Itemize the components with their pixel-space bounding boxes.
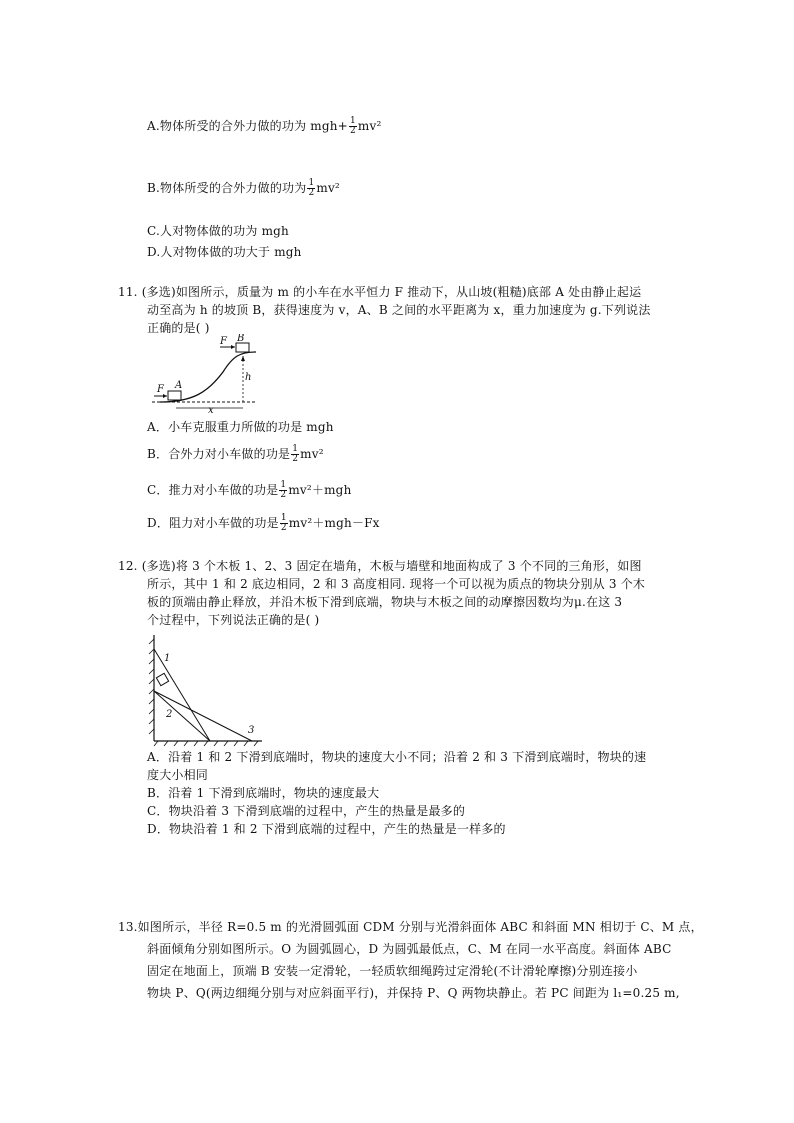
board-label-3: 3 — [248, 725, 255, 736]
fraction — [280, 514, 288, 533]
q11-slope-figure — [148, 334, 260, 414]
formula-mv2: mv² — [288, 516, 313, 530]
q12-option-d: D．物块沿着 1 和 2 下滑到底端的过程中，产生的热量是一样多的 — [147, 822, 506, 836]
board-label-1: 1 — [164, 653, 171, 664]
q10-option-a — [147, 117, 381, 136]
fraction — [307, 179, 315, 198]
q11-option-d — [147, 514, 380, 533]
fraction-denominator: 2 — [280, 523, 287, 533]
q12-stem-line-3: 板的顶端由静止释放，并沿木板下滑到底端，物块与木板之间的动摩擦因数均为μ.在这 3 — [147, 595, 623, 609]
fraction-denominator: 2 — [292, 454, 299, 464]
q11-stem-line-2: 动至高为 h 的坡顶 B，获得速度为 v，A、B 之间的水平距离为 x，重力加速度为 g.下列说法 — [147, 303, 651, 317]
q13-stem-line-1: 13.如图所示，半径 R=0.5 m 的光滑圆弧面 CDM 分别与光滑斜面体 ABC 和斜面 MN 相切于 C、M 点， — [118, 920, 703, 934]
q12-option-c: C．物块沿着 3 下滑到底端的过程中，产生的热量是最多的 — [147, 804, 466, 818]
q10-option-b — [147, 179, 340, 198]
q13-stem-line-4: 物块 P、Q(两边细绳分别与对应斜面平行)，并保持 P、Q 两物块静止。若 PC 间距为 l₁=0.25 m, — [147, 986, 680, 1000]
q11-option-a: A．小车克服重力所做的功是 mgh — [147, 420, 334, 434]
q11-stem-line-3: 正确的是( ) — [147, 321, 210, 335]
option-text-tail: ＋mgh－Fx — [312, 516, 380, 530]
fraction — [279, 481, 287, 500]
force-label-f-bottom: F — [157, 384, 164, 395]
fraction-denominator: 2 — [308, 188, 315, 198]
q12-stem-line-2: 所示，其中 1 和 2 底边相同，2 和 3 高度相同. 现将一个可以视为质点的物块分别从 3 个木 — [147, 577, 646, 591]
fraction-numerator: 1 — [308, 178, 315, 188]
formula-mv2: mv² — [288, 483, 312, 497]
option-text: A.物体所受的合外力做的功为 mgh+ — [147, 119, 348, 133]
option-text: B．合外力对小车做的功是 — [147, 447, 291, 461]
q12-option-a-line-1: A．沿着 1 和 2 下滑到底端时，物块的速度大小不同；沿着 2 和 3 下滑到底端时，物块的速 — [147, 750, 647, 764]
q13-stem-line-3: 固定在地面上，顶端 B 安装一定滑轮，一轻质软细绳跨过定滑轮(不计滑轮摩擦)分别连接小 — [147, 964, 638, 978]
q12-stem-line-4: 个过程中，下列说法正确的是( ) — [147, 613, 320, 627]
formula-mv2: mv² — [357, 119, 382, 133]
option-text-tail: ＋mgh — [311, 483, 352, 497]
q12-option-b: B．沿着 1 下滑到底端时，物块的速度最大 — [147, 786, 380, 800]
formula-mv2: mv² — [300, 447, 324, 461]
option-text: D．阻力对小车做的功是 — [147, 516, 279, 530]
q11-option-b — [147, 445, 324, 464]
formula-mv2: mv² — [316, 181, 340, 195]
option-text: B.物体所受的合外力做的功为 — [147, 181, 307, 195]
option-text: C．推力对小车做的功是 — [147, 483, 279, 497]
q11-option-c — [147, 481, 352, 500]
fraction-numerator: 1 — [292, 444, 299, 454]
point-label-a: A — [175, 380, 183, 391]
q13-stem-line-2: 斜面倾角分别如图所示。O 为圆弧圆心，D 为圆弧最低点，C、M 在同一水平高度。斜面体 ABC — [147, 942, 672, 956]
q12-stem-line-1: 12. (多选)将 3 个木板 1、2、3 固定在墙角，木板与墙壁和地面构成了 3 个不同的三角形，如图 — [118, 559, 642, 573]
q12-boards-figure — [146, 631, 268, 749]
q10-option-c: C.人对物体做的功为 mgh — [147, 224, 289, 238]
fraction — [349, 117, 357, 136]
fraction-denominator: 2 — [349, 126, 356, 136]
fraction-numerator: 1 — [280, 480, 287, 490]
board-label-2: 2 — [166, 709, 173, 720]
fraction-denominator: 2 — [280, 490, 287, 500]
distance-label-x: x — [208, 405, 214, 414]
q10-option-d: D.人对物体做的功大于 mgh — [147, 245, 302, 259]
fraction-numerator: 1 — [349, 116, 356, 126]
fraction — [291, 445, 299, 464]
point-label-b: B — [237, 334, 245, 344]
force-label-f-top: F — [220, 336, 227, 347]
fraction-numerator: 1 — [280, 513, 287, 523]
q11-stem-line-1: 11. (多选)如图所示，质量为 m 的小车在水平恒力 F 推动下，从山坡(粗糙)底部 A 处由静止起运 — [118, 285, 642, 299]
height-label-h: h — [245, 372, 252, 383]
q12-option-a-line-2: 度大小相同 — [147, 768, 209, 782]
